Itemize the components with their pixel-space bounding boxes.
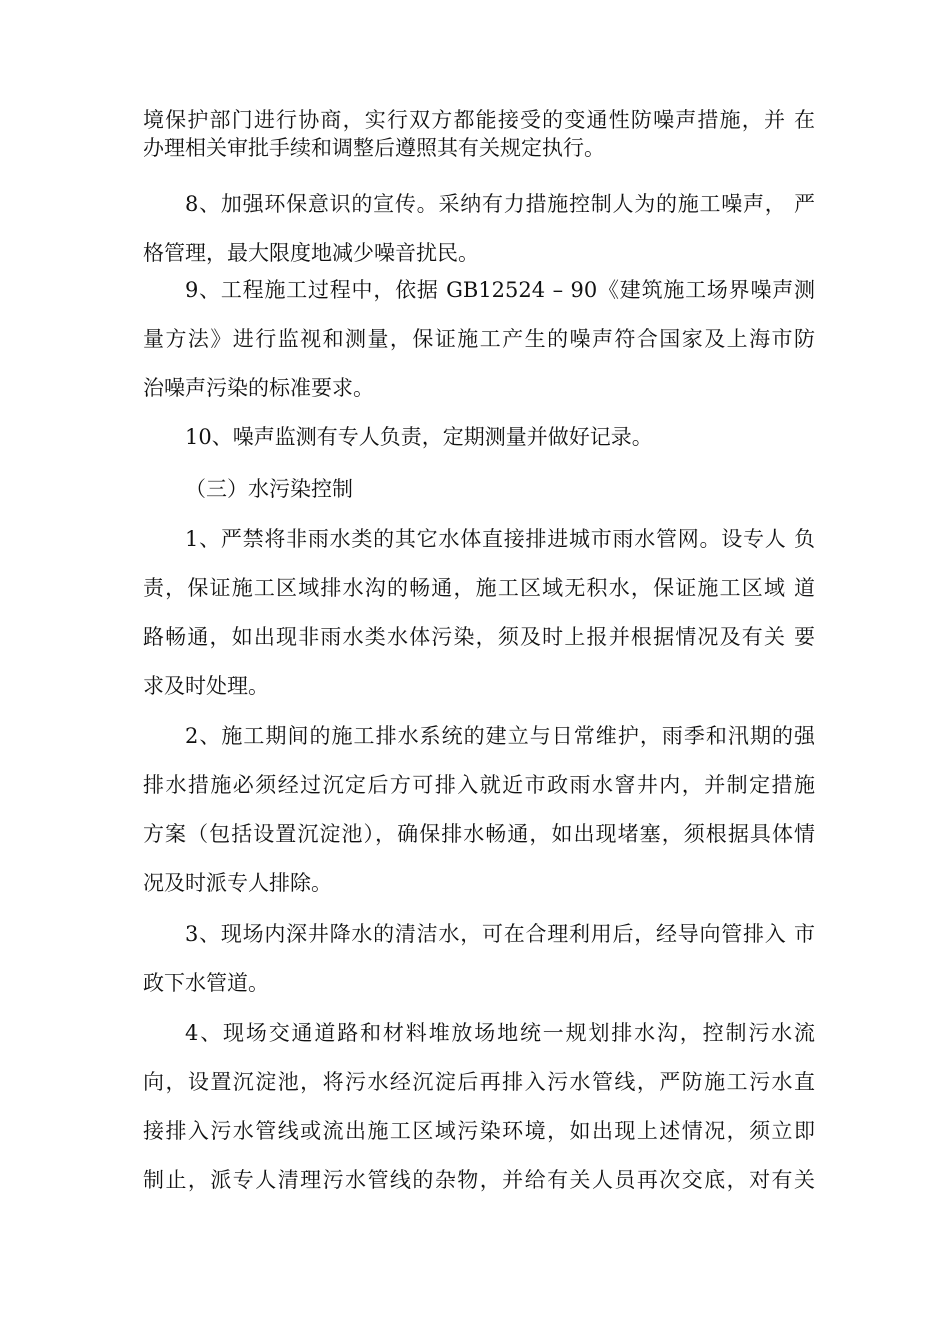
text-line: 求及时处理。 [143,674,269,698]
text-line: 4、现场交通道路和材料堆放场地统一规划排水沟，控制污水流 [185,1021,815,1045]
paragraph-water-4 [143,1009,815,1205]
text-line: 方案（包括设置沉淀池），确保排水畅通，如出现堵塞，须根据具体情 [143,822,815,846]
text-line: 排水措施必须经过沉定后方可排入就近市政雨水窨井内，并制定措施 [143,773,815,797]
text-line: 政下水管道。 [143,971,269,995]
text-line: 况及时派专人排除。 [143,871,332,895]
text-line: 责，保证施工区域排水沟的畅通，施工区域无积水，保证施工区域 道 [143,576,815,600]
text-line: 制止，派专人清理污水管线的杂物，并给有关人员再次交底，对有关 [143,1168,815,1192]
text-line: 2、施工期间的施工排水系统的建立与日常维护，雨季和汛期的强 [185,724,815,748]
heading-text: （三）水污染控制 [185,477,353,501]
text-line: 9、工程施工过程中，依据 GB12524 – 90《建筑施工场界噪声测 [185,278,815,302]
text-line: 10、噪声监测有专人负责，定期测量并做好记录。 [185,425,653,449]
paragraph-item-9 [143,266,815,413]
text-line: 治噪声污染的标准要求。 [143,376,374,400]
paragraph-item-10 [143,413,815,462]
text-line: 办理相关审批手续和调整后遵照其有关规定执行。 [143,136,605,160]
paragraph-water-2 [143,712,815,908]
text-line: 1、严禁将非雨水类的其它水体直接排进城市雨水管网。设专人 负 [185,527,815,551]
section-heading [143,465,815,514]
text-line: 格管理，最大限度地减少噪音扰民。 [143,241,479,265]
paragraph-water-1 [143,515,815,711]
text-line: 接排入污水管线或流出施工区域污染环境，如出现上述情况，须立即 [143,1119,815,1143]
paragraph-item-8 [143,180,815,278]
text-line: 3、现场内深井降水的清洁水，可在合理利用后，经导向管排入 市 [185,922,815,946]
text-line: 境保护部门进行协商，实行双方都能接受的变通性防噪声措施，并 在 [143,108,815,132]
paragraph-continuation [143,106,815,162]
paragraph-water-3 [143,910,815,1008]
text-line: 8、加强环保意识的宣传。采纳有力措施控制人为的施工噪声， 严 [185,192,815,216]
text-line: 量方法》进行监视和测量，保证施工产生的噪声符合国家及上海市防 [143,327,815,351]
text-line: 向，设置沉淀池，将污水经沉淀后再排入污水管线，严防施工污水直 [143,1070,815,1094]
text-line: 路畅通，如出现非雨水类水体污染，须及时上报并根据情况及有关 要 [143,625,815,649]
